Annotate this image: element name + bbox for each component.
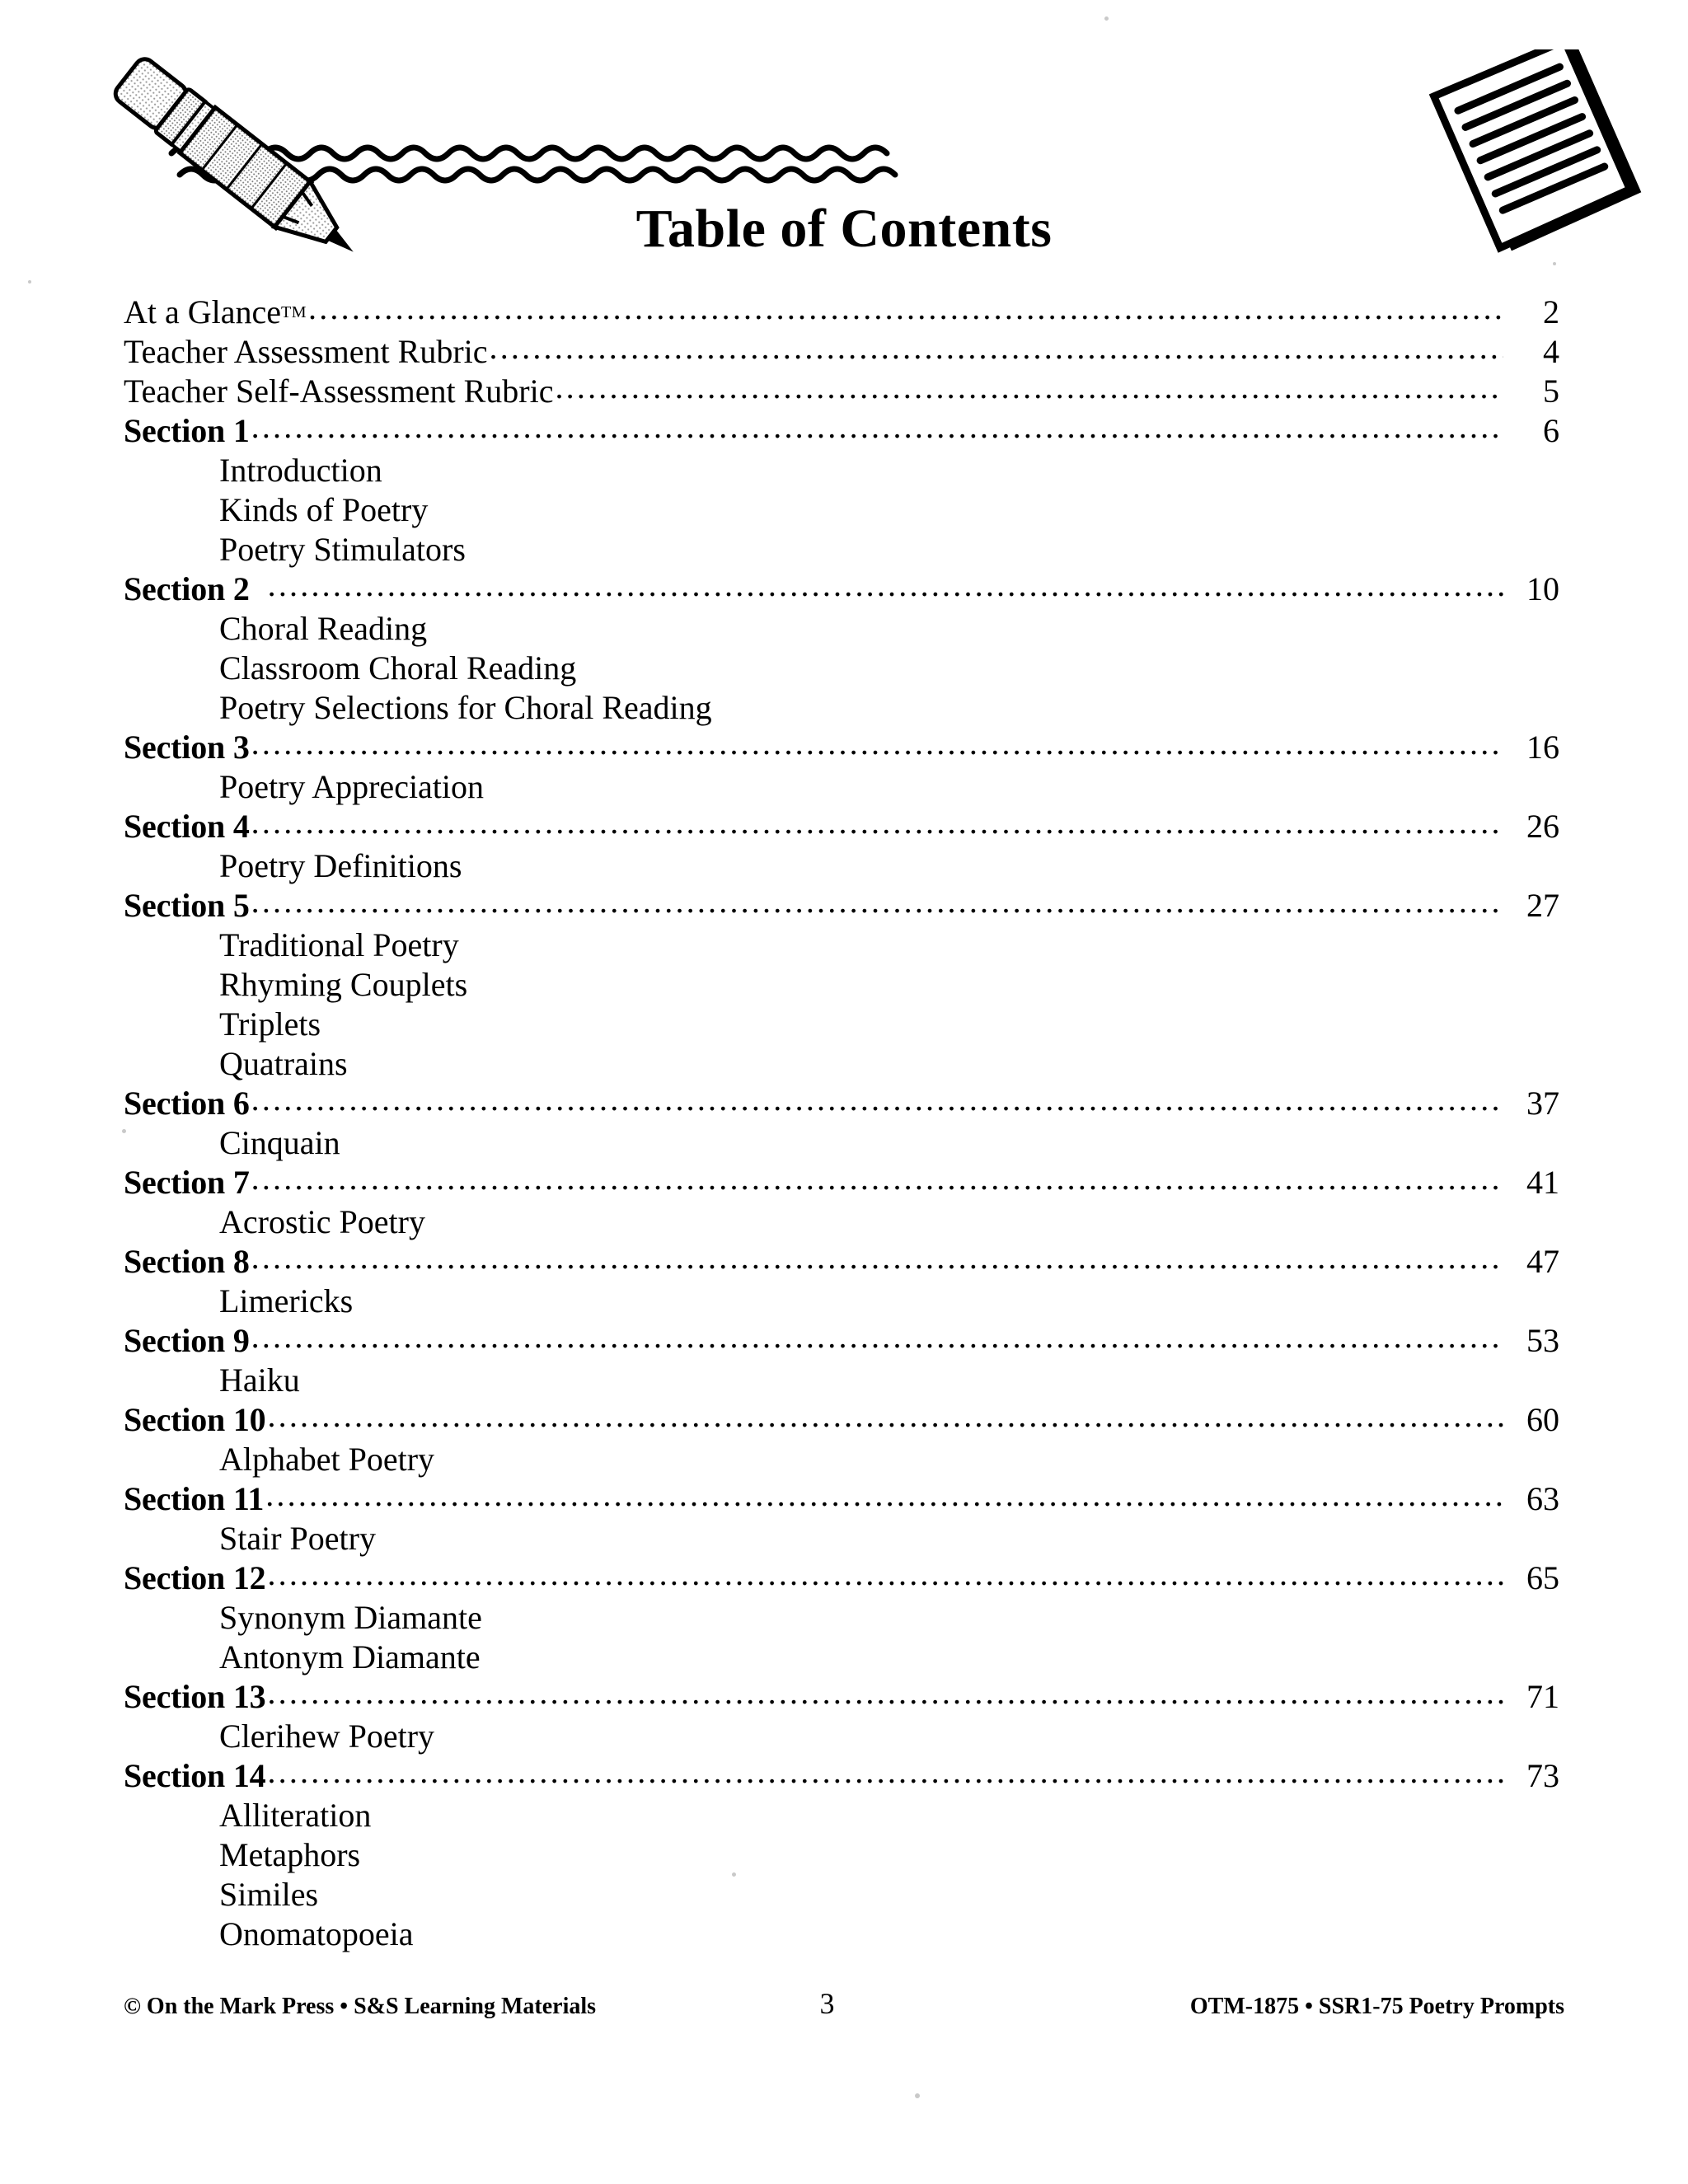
toc-entry-label: Section 14 [124, 1757, 266, 1794]
toc-leader-dots [267, 1558, 1503, 1598]
toc-entry-page-number: 26 [1526, 808, 1559, 845]
toc-entry-label: Section 3 [124, 729, 250, 766]
toc-subentry[interactable]: Acrostic Poetry [219, 1203, 425, 1240]
toc-entry-label: Section 6 [124, 1085, 250, 1122]
toc-entry-page-number: 41 [1526, 1164, 1559, 1201]
toc-entry[interactable] [124, 1479, 1559, 1519]
scan-artifact [732, 1872, 736, 1877]
toc-leader-dots [251, 411, 1503, 451]
toc-subentry[interactable]: Kinds of Poetry [219, 491, 429, 528]
toc-entry-page-number: 10 [1526, 570, 1559, 607]
toc-entry-label: Section 13 [124, 1678, 266, 1715]
toc-subentry[interactable]: Haiku [219, 1361, 300, 1399]
footer-product-code: OTM-1875 • SSR1-75 Poetry Prompts [1189, 1994, 1564, 2019]
toc-leader-dots [251, 1084, 1503, 1123]
toc-subentry[interactable]: Poetry Appreciation [219, 768, 485, 805]
toc-entry[interactable] [124, 1163, 1559, 1202]
toc-entry-page-number: 37 [1526, 1085, 1559, 1122]
toc-leader-dots [251, 728, 1503, 767]
toc-entry[interactable] [124, 372, 1559, 411]
toc-leader-dots [267, 1677, 1503, 1717]
toc-subentry[interactable]: Poetry Selections for Choral Reading [219, 689, 712, 726]
toc-subentry[interactable]: Introduction [219, 452, 382, 489]
toc-entry[interactable] [124, 569, 1559, 609]
toc-entry-page-number: 53 [1526, 1322, 1559, 1359]
toc-entry[interactable] [124, 807, 1559, 846]
toc-entry[interactable] [124, 411, 1559, 451]
toc-entry-page-number: 6 [1543, 412, 1559, 449]
page-title: Table of Contents [635, 199, 1053, 259]
toc-subentry[interactable]: Stair Poetry [219, 1520, 376, 1557]
toc-leader-dots [268, 569, 1503, 609]
toc-entry-label: Section 12 [124, 1559, 266, 1596]
toc-subentry[interactable]: Onomatopoeia [219, 1915, 414, 1952]
toc-entry[interactable] [124, 1400, 1559, 1440]
toc-entry[interactable] [124, 1677, 1559, 1717]
toc-subentry[interactable]: Classroom Choral Reading [219, 649, 577, 687]
toc-entry[interactable] [124, 1321, 1559, 1361]
toc-entry-label: Section 1 [124, 412, 250, 449]
toc-subentry[interactable]: Synonym Diamante [219, 1599, 482, 1636]
toc-subentry[interactable]: Rhyming Couplets [219, 966, 468, 1003]
toc-subentry[interactable]: Poetry Definitions [219, 847, 462, 884]
toc-entry-label: Section 7 [124, 1164, 250, 1201]
toc-subentry[interactable]: Similes [219, 1876, 319, 1913]
toc-subentry[interactable]: Alliteration [219, 1797, 372, 1834]
toc-entry-label: Teacher Self-Assessment Rubric [124, 373, 554, 410]
scan-artifact [122, 1129, 126, 1133]
toc-subentry[interactable]: Quatrains [219, 1045, 348, 1082]
toc-subentry[interactable]: Limericks [219, 1282, 354, 1319]
toc-entry[interactable] [124, 293, 1559, 332]
toc-entry-label: Teacher Assessment Rubric [124, 333, 488, 370]
toc-entry-page-number: 71 [1526, 1678, 1559, 1715]
scan-artifact [915, 2093, 920, 2098]
toc-entry-label: At a Glance [124, 293, 282, 330]
toc-subentry[interactable]: Alphabet Poetry [219, 1441, 435, 1478]
toc-entry-page-number: 16 [1526, 729, 1559, 766]
toc-entry[interactable] [124, 332, 1559, 372]
toc-subentry[interactable]: Triplets [219, 1005, 321, 1043]
toc-entry-page-number: 47 [1526, 1243, 1559, 1280]
toc-leader-dots [251, 886, 1503, 926]
footer-copyright: © On the Mark Press • S&S Learning Materials [124, 1994, 597, 2019]
toc-entry-label: Section 8 [124, 1243, 250, 1280]
toc-leader-dots [265, 1479, 1503, 1519]
toc-leader-dots [267, 1756, 1503, 1796]
toc-subentry[interactable]: Poetry Stimulators [219, 531, 466, 568]
toc-entry[interactable] [124, 728, 1559, 767]
toc-entry-page-number: 60 [1526, 1401, 1559, 1438]
toc-leader-dots [251, 1321, 1503, 1361]
toc-subentry[interactable]: Traditional Poetry [219, 926, 459, 963]
toc-entry-label: Section 11 [124, 1480, 265, 1517]
scan-artifact [1553, 262, 1556, 265]
toc-entry-label: Section 9 [124, 1322, 250, 1359]
page-footer [124, 1986, 1564, 2021]
toc-entry[interactable] [124, 886, 1559, 926]
scan-artifact [28, 280, 31, 284]
toc-entry-page-number: 63 [1526, 1480, 1559, 1517]
toc-leader-dots [555, 372, 1503, 411]
toc-subentry[interactable]: Clerihew Poetry [219, 1718, 435, 1755]
table-of-contents [124, 293, 1559, 1954]
toc-leader-dots [267, 1400, 1503, 1440]
toc-entry-page-number: 5 [1543, 373, 1559, 410]
toc-entry[interactable] [124, 1084, 1559, 1123]
toc-entry-label: Section 4 [124, 808, 250, 845]
toc-entry-page-number: 27 [1526, 887, 1559, 924]
toc-entry-page-number: 65 [1526, 1559, 1559, 1596]
toc-leader-dots [308, 293, 1503, 332]
toc-leader-dots [251, 807, 1503, 846]
toc-entry-page-number: 73 [1526, 1757, 1559, 1794]
footer-page-number: 3 [819, 1987, 835, 2020]
toc-leader-dots [251, 1242, 1503, 1282]
toc-entry[interactable] [124, 1242, 1559, 1282]
toc-subentry[interactable]: Choral Reading [219, 610, 428, 647]
toc-entry-label: Section 10 [124, 1401, 266, 1438]
toc-subentry[interactable]: Cinquain [219, 1124, 340, 1161]
toc-entry[interactable] [124, 1558, 1559, 1598]
toc-entry-page-number: 4 [1543, 333, 1559, 370]
toc-entry-label: Section 2 [124, 570, 250, 607]
toc-subentry[interactable]: Metaphors [219, 1836, 361, 1873]
toc-entry[interactable] [124, 1756, 1559, 1796]
toc-subentry[interactable]: Antonym Diamante [219, 1638, 481, 1675]
toc-entry-label: Section 5 [124, 887, 250, 924]
scan-artifact [1104, 16, 1109, 21]
toc-entry-page-number: 2 [1543, 293, 1559, 330]
toc-leader-dots [251, 1163, 1503, 1202]
toc-leader-dots [490, 332, 1503, 372]
trademark-symbol: TM [281, 303, 307, 321]
